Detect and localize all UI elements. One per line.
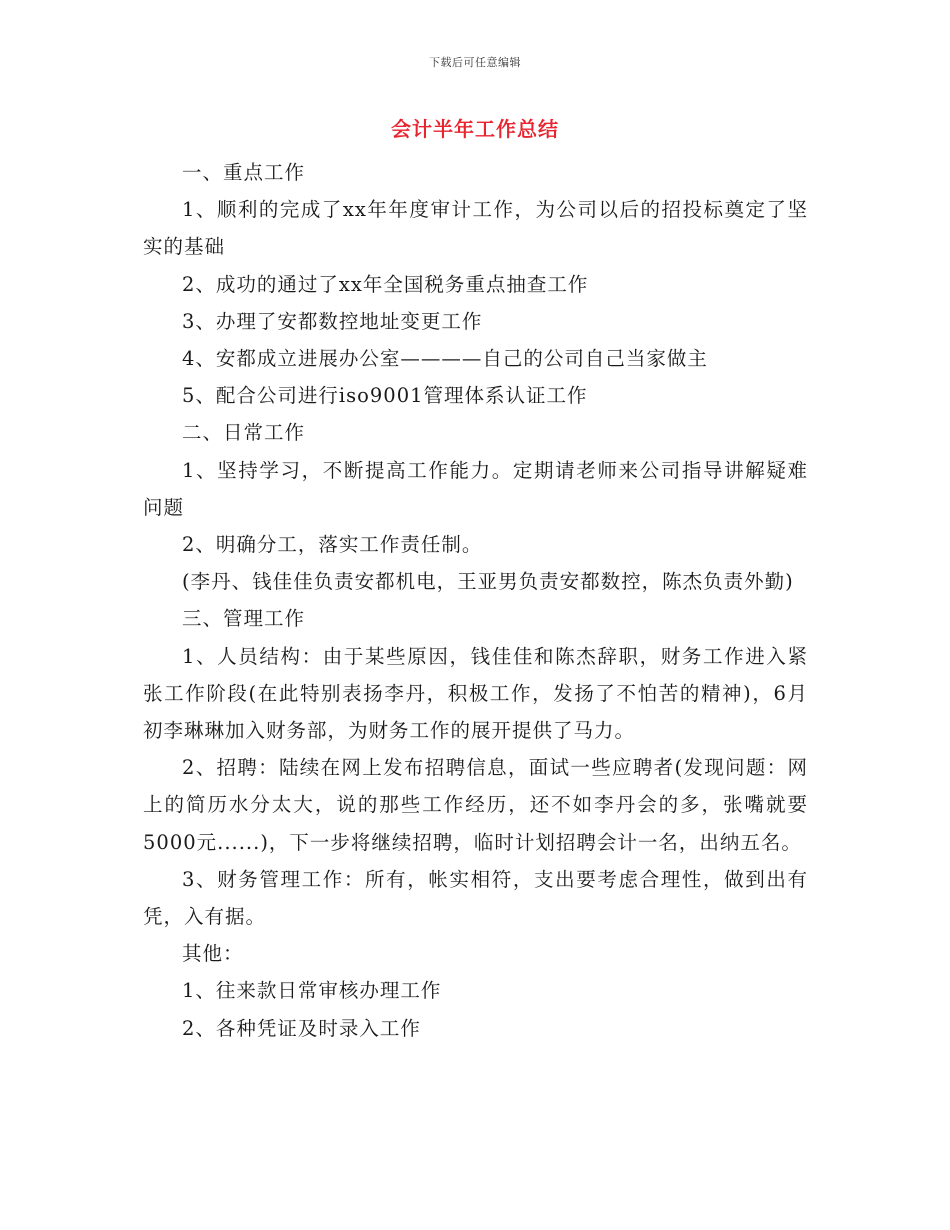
paragraph: 2、招聘：陆续在网上发布招聘信息，面试一些应聘者(发现问题：网上的简历水分太大，说的那些工作经历，还不如李丹会的多，张嘴就要5000元......)，下一步将继续招聘，临时计划招聘会计一名，出纳五名。 xyxy=(143,756,808,854)
section-heading-other: 其他： xyxy=(182,942,244,966)
section-heading-management-work: 三、管理工作 xyxy=(182,607,306,631)
section-heading-key-work: 一、重点工作 xyxy=(182,161,306,184)
paragraph: (李丹、钱佳佳负责安都机电，王亚男负责安都数控，陈杰负责外勤) xyxy=(182,570,794,594)
paragraph: 3、办理了安都数控地址变更工作 xyxy=(182,309,483,333)
paragraph: 2、各种凭证及时录入工作 xyxy=(182,1016,421,1040)
paragraph: 1、坚持学习，不断提高工作能力。定期请老师来公司指导讲解疑难问题 xyxy=(143,458,808,519)
page-header-note: 下载后可任意编辑 xyxy=(429,56,521,69)
paragraph: 2、成功的通过了xx年全国税务重点抽查工作 xyxy=(182,272,589,296)
paragraph: 1、顺利的完成了xx年年度审计工作，为公司以后的招投标奠定了坚实的基础 xyxy=(143,198,808,259)
paragraph: 3、财务管理工作：所有，帐实相符，支出要考虑合理性，做到出有凭，入有据。 xyxy=(143,867,808,929)
paragraph: 5、配合公司进行iso9001管理体系认证工作 xyxy=(182,384,588,408)
document-body xyxy=(143,154,808,1047)
paragraph: 4、安都成立进展办公室————自己的公司自己当家做主 xyxy=(182,347,708,371)
paragraph: 1、人员结构：由于某些原因，钱佳佳和陈杰辞职，财务工作进入紧张工作阶段(在此特别表扬李丹，积极工作，发扬了不怕苦的精神)，6月初李琳琳加入财务部，为财务工作的展开提供了马力。 xyxy=(143,644,808,743)
document-title: 会计半年工作总结 xyxy=(391,117,559,141)
paragraph: 1、往来款日常审核办理工作 xyxy=(182,979,442,1003)
section-heading-daily-work: 二、日常工作 xyxy=(182,421,306,445)
paragraph: 2、明确分工，落实工作责任制。 xyxy=(182,533,483,557)
